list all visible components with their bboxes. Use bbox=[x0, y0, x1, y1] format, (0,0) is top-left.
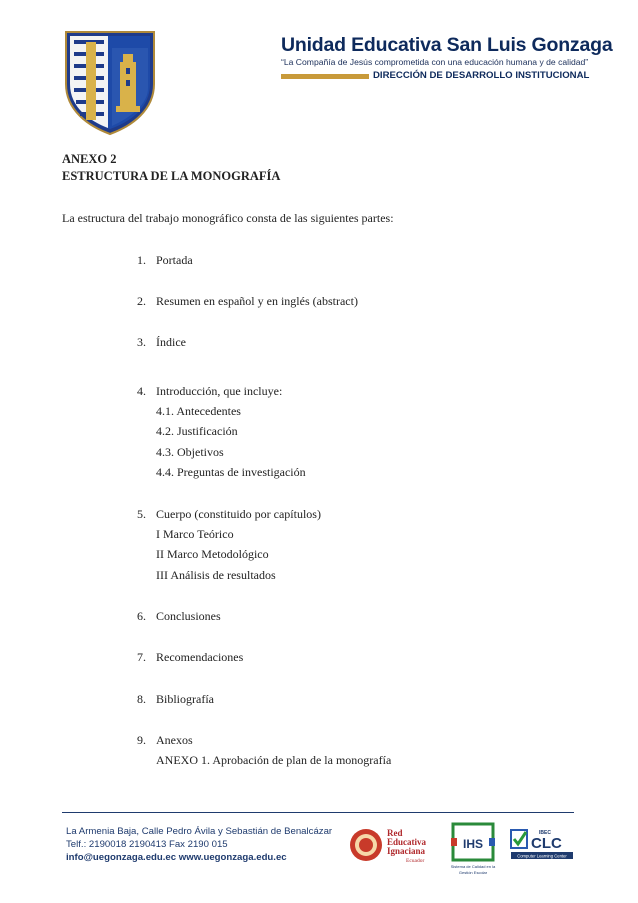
list-text: Conclusiones bbox=[156, 609, 221, 623]
sub-item: 4.3. Objetivos bbox=[156, 445, 224, 459]
footer-address: La Armenia Baja, Calle Pedro Ávila y Sebastián de Benalcázar bbox=[66, 826, 333, 837]
list-number: 2. bbox=[137, 294, 146, 308]
document-title: ESTRUCTURA DE LA MONOGRAFÍA bbox=[62, 169, 281, 183]
sub-item: 4.1. Antecedentes bbox=[156, 404, 241, 418]
footer-contact: info@uegonzaga.edu.ec www.uegonzaga.edu.ec bbox=[66, 852, 287, 863]
sub-item: III Análisis de resultados bbox=[156, 568, 276, 582]
ihs-caption1: Sistema de Calidad en la bbox=[450, 864, 496, 869]
list-text: Bibliografía bbox=[156, 692, 214, 706]
school-shield-logo bbox=[62, 28, 158, 136]
annex-number: ANEXO 2 bbox=[62, 152, 117, 166]
intro-paragraph: La estructura del trabajo monográfico consta de las siguientes partes: bbox=[62, 211, 394, 225]
footer-phone: Telf.: 2190018 2190413 Fax 2190 015 bbox=[66, 839, 228, 850]
ihs-caption2: Gestión Escolar bbox=[458, 870, 488, 875]
list-text: Portada bbox=[156, 253, 193, 267]
list-number: 3. bbox=[137, 335, 146, 349]
list-number: 1. bbox=[137, 253, 146, 267]
department-banner bbox=[281, 70, 590, 83]
red-educativa-ignaciana-logo bbox=[348, 826, 448, 864]
list-number: 6. bbox=[137, 609, 146, 623]
list-text: Recomendaciones bbox=[156, 650, 244, 664]
list-text: Cuerpo (constituido por capítulos) bbox=[156, 507, 321, 521]
list-text: Índice bbox=[156, 335, 186, 349]
red-title: Red bbox=[387, 828, 403, 838]
list-text: Anexos bbox=[156, 733, 193, 747]
ihs-quality-logo bbox=[449, 822, 497, 878]
list-text: Resumen en español y en inglés (abstract) bbox=[156, 294, 358, 308]
clc-text: CLC bbox=[531, 835, 562, 852]
clc-caption: Computer Learning Center bbox=[517, 853, 567, 859]
sub-item: II Marco Metodológico bbox=[156, 547, 269, 561]
red-line3: Ignaciana bbox=[387, 846, 426, 856]
letterhead bbox=[0, 0, 638, 135]
sub-item: ANEXO 1. Aprobación de plan de la monografía bbox=[156, 753, 392, 767]
list-number: 4. bbox=[137, 384, 146, 398]
list-text: Introducción, que incluye: bbox=[156, 384, 283, 398]
sub-item: 4.2. Justificación bbox=[156, 424, 238, 438]
list-number: 8. bbox=[137, 692, 146, 706]
school-name: Unidad Educativa San Luis Gonzaga bbox=[281, 34, 613, 56]
sub-item: 4.4. Preguntas de investigación bbox=[156, 465, 306, 479]
footer-divider bbox=[62, 812, 574, 813]
school-motto: “La Compañía de Jesús comprometida con una educación humana y de calidad” bbox=[281, 57, 589, 67]
ihs-text: IHS bbox=[462, 837, 484, 851]
red-line2: Educativa bbox=[387, 837, 427, 847]
list-number: 5. bbox=[137, 507, 146, 521]
list-number: 7. bbox=[137, 650, 146, 664]
clc-small-text: IBEC bbox=[539, 830, 551, 836]
department-name: DIRECCIÓN DE DESARROLLO INSTITUCIONAL bbox=[373, 70, 590, 81]
gold-accent-bar bbox=[281, 74, 369, 79]
clc-logo bbox=[509, 826, 575, 860]
list-number: 9. bbox=[137, 733, 146, 747]
sub-item: I Marco Teórico bbox=[156, 527, 234, 541]
red-country: Ecuador bbox=[406, 858, 425, 864]
